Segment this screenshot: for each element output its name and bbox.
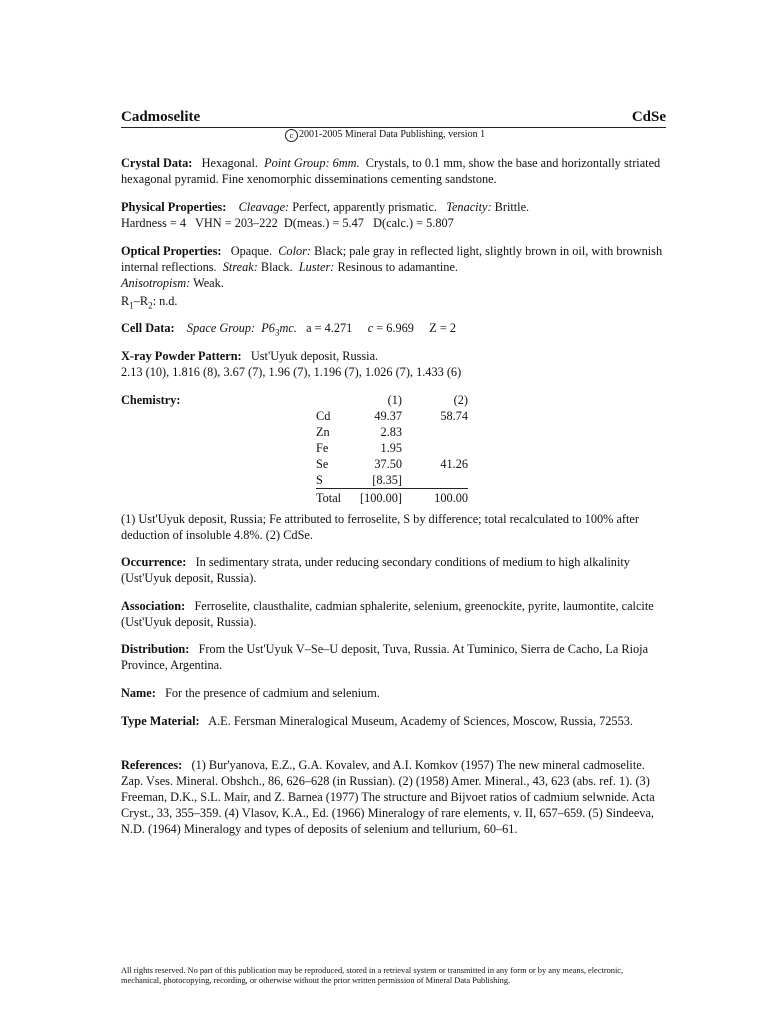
chemistry-table	[316, 392, 468, 506]
luster-value: Resinous to adamantine.	[337, 260, 458, 274]
cell-data-label: Cell Data:	[121, 321, 175, 335]
element-cell: Fe	[316, 441, 329, 455]
color-value: Black; pale gray in reflected light, slightly brown in oil, with brownish internal reflections.	[121, 244, 663, 274]
point-group: 6mm.	[332, 156, 360, 170]
space-group-label: Space Group:	[186, 321, 256, 335]
value-cell: [8.35]	[372, 473, 402, 487]
cleavage-value: Perfect, apparently prismatic.	[292, 200, 438, 214]
references-label: References:	[121, 758, 183, 772]
footer-rights: All rights reserved. No part of this publication may be reproduced, stored in a retrieval system or transmitted in any form or by any means, electronic, mechanical, photocopying, recording, or otherwise without the prior written permission of Mineral Data Publishing.	[121, 966, 624, 985]
space-group-sub: 3	[274, 327, 280, 338]
value-cell	[404, 472, 468, 489]
tenacity-value: Brittle.	[494, 200, 530, 214]
references-section	[121, 757, 666, 837]
cleavage-label: Cleavage:	[238, 200, 290, 214]
element-cell: Se	[316, 457, 329, 471]
table-row	[316, 424, 468, 440]
hardness-line: Hardness = 4 VHN = 203–222 D(meas.) = 5.47 D(calc.) = 5.807	[121, 216, 454, 230]
anisotropism-value: Weak.	[193, 276, 224, 290]
xray-section	[121, 348, 666, 380]
type-material-text: A.E. Fersman Mineralogical Museum, Academy of Sciences, Moscow, Russia, 72553.	[208, 714, 633, 728]
total-value-1: [100.00]	[346, 489, 404, 507]
table-row	[316, 472, 468, 489]
total-value-2: 100.00	[404, 489, 468, 507]
distribution-section	[121, 641, 666, 673]
type-material-label: Type Material:	[121, 714, 200, 728]
element-cell: S	[316, 473, 323, 487]
xray-locality: Ust'Uyuk deposit, Russia.	[250, 349, 379, 363]
physical-properties-label: Physical Properties:	[121, 200, 227, 214]
cell-data-section	[121, 320, 666, 340]
xray-label: X-ray Powder Pattern:	[121, 349, 242, 363]
crystal-data-text: Crystals, to 0.1 mm, show the base and horizontally striated hexagonal pyramid. Fine xenomorphic disseminations cementing sandstone.	[121, 156, 661, 186]
copyright-icon: c	[285, 129, 298, 142]
cell-z: Z = 2	[429, 321, 457, 335]
association-section	[121, 598, 666, 630]
header	[121, 109, 666, 129]
xray-lines: 2.13 (10), 1.816 (8), 3.67 (7), 1.96 (7), 1.196 (7), 1.026 (7), 1.433 (6)	[121, 365, 462, 379]
value-cell	[404, 424, 468, 440]
header-rule	[121, 127, 666, 128]
value-cell	[404, 440, 468, 456]
value-cell: 37.50	[374, 457, 402, 471]
total-row	[316, 489, 468, 507]
table-row	[316, 408, 468, 424]
occurrence-section	[121, 554, 666, 586]
element-cell: Zn	[316, 425, 330, 439]
cell-c-label: c	[367, 321, 374, 335]
element-cell: Cd	[316, 409, 331, 423]
references-text: (1) Bur'yanova, E.Z., G.A. Kovalev, and A.I. Komkov (1957) The new mineral cadmoselite. Zap. Vses. Mineral. Obshch., 86, 626–628 (in Russian). (2) (1958) Amer. Mineral., 43, 623 (abs. ref. 1). (3) Freeman, D.K., S.L. Mair, and Z. Barnea (1977) The structure and Bijvoet ratios of cadmium selwnide. Acta Cryst., 33, 355–359. (4) Vlasov, K.A., Ed. (1966) Mineralogy of rare elements, v. II, 657–659. (5) Sindeeva, N.D. (1964) Mineralogy and types of deposits of selenium and tellurium, 60–61.	[121, 758, 655, 836]
copyright-line	[285, 129, 485, 142]
chemistry-header-row	[316, 392, 468, 408]
chemistry-col2-header: (2)	[453, 393, 468, 407]
color-label: Color:	[278, 244, 312, 258]
optical-properties-label: Optical Properties:	[121, 244, 222, 258]
association-text: Ferroselite, clausthalite, cadmian sphalerite, selenium, greenockite, pyrite, laumontite, calcite (Ust'Uyuk deposit, Russia).	[121, 599, 654, 629]
name-label: Name:	[121, 686, 156, 700]
streak-value: Black.	[260, 260, 293, 274]
streak-label: Streak:	[222, 260, 258, 274]
value-cell: 58.74	[440, 409, 468, 423]
chemistry-note: (1) Ust'Uyuk deposit, Russia; Fe attributed to ferroselite, S by difference; total recalculated to 100% after deduction of insoluble 4.8%. (2) CdSe.	[121, 512, 639, 542]
reflectance-value: n.d.	[159, 294, 178, 308]
physical-properties-section	[121, 199, 666, 231]
optical-properties-section	[121, 243, 666, 313]
opacity-value: Opaque.	[230, 244, 273, 258]
point-group-label: Point Group:	[264, 156, 330, 170]
copyright-text: 2001-2005 Mineral Data Publishing, version 1	[299, 129, 486, 140]
name-section	[121, 685, 666, 701]
tenacity-label: Tenacity:	[446, 200, 492, 214]
value-cell: 1.95	[380, 441, 402, 455]
name-text: For the presence of cadmium and selenium.	[165, 686, 380, 700]
table-row	[316, 440, 468, 456]
occurrence-label: Occurrence:	[121, 555, 187, 569]
total-label: Total	[316, 489, 346, 507]
anisotropism-label: Anisotropism:	[121, 276, 191, 290]
value-cell: 49.37	[374, 409, 402, 423]
cell-c-value: = 6.969	[376, 321, 414, 335]
type-material-section	[121, 713, 666, 729]
cell-a: a = 4.271	[306, 321, 353, 335]
space-group-rest: mc.	[279, 321, 297, 335]
distribution-text: From the Ust'Uyuk V–Se–U deposit, Tuva, Russia. At Tuminico, Sierra de Cacho, La Rioja Province, Argentina.	[121, 642, 649, 672]
crystal-data-label: Crystal Data:	[121, 156, 193, 170]
distribution-label: Distribution:	[121, 642, 190, 656]
table-row	[316, 456, 468, 472]
association-label: Association:	[121, 599, 186, 613]
occurrence-text: In sedimentary strata, under reducing secondary conditions of medium to high alkalinity (Ust'Uyuk deposit, Russia).	[121, 555, 630, 585]
chemistry-col1-header: (1)	[387, 393, 402, 407]
value-cell: 2.83	[380, 425, 402, 439]
space-group-p: P6	[261, 321, 275, 335]
luster-label: Luster:	[298, 260, 335, 274]
value-cell: 41.26	[440, 457, 468, 471]
crystal-data-section	[121, 155, 666, 187]
mineral-name: Cadmoselite	[121, 109, 201, 125]
chemical-formula: CdSe	[631, 109, 666, 125]
chemistry-label: Chemistry:	[121, 393, 181, 407]
reflectance-line: $R_1-R_2$: n.d.	[121, 294, 178, 311]
crystal-system: Hexagonal.	[201, 156, 258, 170]
